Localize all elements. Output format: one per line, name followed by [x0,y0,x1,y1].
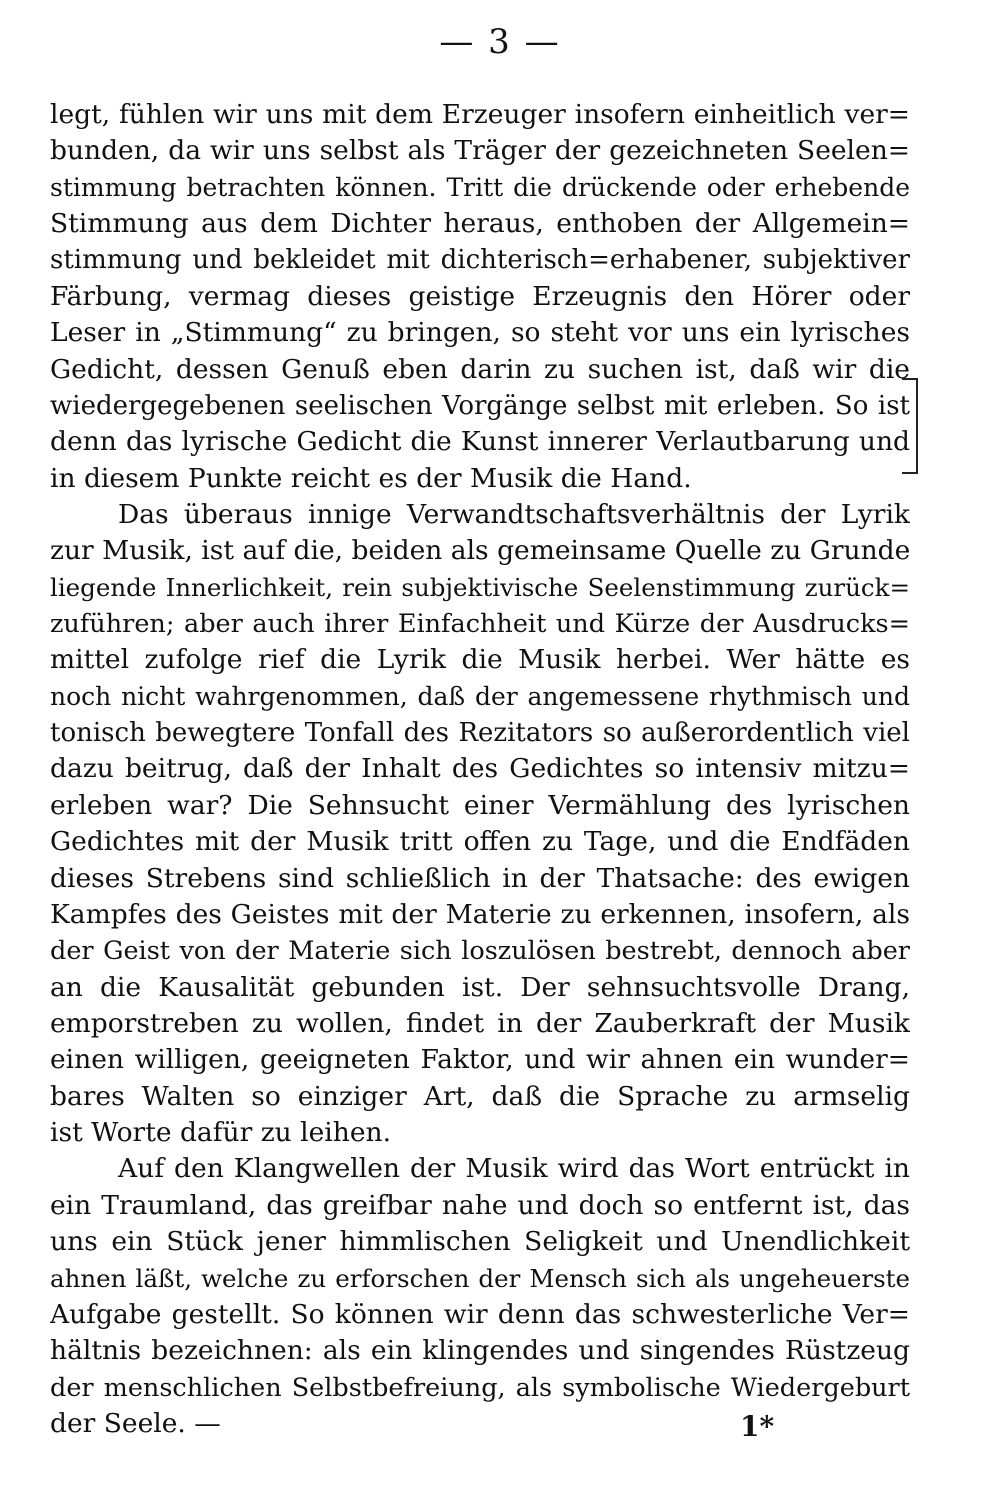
text-line: zuführen; aber auch ihrer Einfachheit und Kürze der Ausdrucks= [50,609,910,640]
text-line: denn das lyrische Gedicht die Kunst innerer Verlautbarung und [50,426,910,458]
text-line: wiedergegebenen seelischen Vorgänge selbst mit erleben. So ist [50,390,910,421]
text-line: tonisch bewegtere Tonfall des Rezitators so außerordentlich viel [50,718,910,749]
text-line: an die Kausalität gebunden ist. Der sehnsuchtsvolle Drang, [50,971,910,1003]
text-line: emporstreben zu wollen, findet in der Zauberkraft der Musik [50,1007,910,1039]
text-line: noch nicht wahrgenommen, daß der angemessene rhythmisch und [50,681,910,711]
text-line: zur Musik, ist auf die, beiden als gemeinsame Quelle zu Grunde [50,535,910,567]
text-line: stimmung betrachten können. Tritt die drückende oder erhebende [50,172,910,202]
text-line: Leser in „Stimmung“ zu bringen, so steht vor uns ein lyrisches [50,317,910,349]
page-number: — 3 — [439,22,561,62]
text-line: Gedicht, dessen Genuß eben darin zu suchen ist, daß wir die [50,353,910,385]
text-line: mittel zufolge rief die Lyrik die Musik herbei. Wer hätte es [50,644,910,676]
text-line: Stimmung aus dem Dichter heraus, enthoben der Allgemein= [50,208,910,240]
margin-bracket [902,378,918,474]
body-text [50,97,910,1442]
text-line: bunden, da wir uns selbst als Träger der gezeichneten Seelen= [50,135,910,167]
text-line: Aufgabe gestellt. So können wir denn das schwesterliche Ver= [50,1298,910,1330]
text-line: bares Walten so einziger Art, daß die Sprache zu armselig [50,1080,910,1112]
text-line: ahnen läßt, welche zu erforschen der Mensch sich als ungeheuerste [50,1263,910,1293]
text-line: dieses Strebens sind schließlich in der Thatsache: des ewigen [50,862,910,894]
text-line: Gedichtes mit der Musik tritt offen zu Tage, und die Endfäden [50,826,910,858]
text-line: liegende Innerlichkeit, rein subjektivische Seelenstimmung zurück= [50,572,910,602]
text-line: Färbung, vermag dieses geistige Erzeugnis den Hörer oder [50,280,910,312]
text-line: einen willigen, geeigneten Faktor, und wir ahnen ein wunder= [50,1044,910,1076]
text-line: Kampfes des Geistes mit der Materie zu erkennen, insofern, als [50,898,910,930]
text-line: ist Worte dafür zu leihen. [50,1117,392,1149]
text-line: in diesem Punkte reicht es der Musik die Hand. [50,462,692,494]
text-line: der Geist von der Materie sich loszulösen bestrebt, dennoch aber [50,936,910,967]
text-line: stimmung und bekleidet mit dichterisch=erhabener, subjektiver [50,245,910,276]
signature-mark: 1* [740,1410,775,1443]
text-line: ein Traumland, das greifbar nahe und doch so entfernt ist, das [50,1189,910,1221]
text-line: Auf den Klangwellen der Musik wird das Wort entrückt in [118,1153,910,1185]
text-line: hältnis bezeichnen: als ein klingendes und singendes Rüstzeug [50,1335,910,1367]
text-line: legt, fühlen wir uns mit dem Erzeuger insofern einheitlich ver= [50,99,910,130]
text-line: uns ein Stück jener himmlischen Seligkeit und Unendlichkeit [50,1226,910,1258]
text-line: der menschlichen Selbstbefreiung, als symbolische Wiedergeburt [50,1372,910,1403]
text-line: der Seele. — [50,1407,221,1439]
text-line: erleben war? Die Sehnsucht einer Vermählung des lyrischen [50,789,910,821]
text-line: Das überaus innige Verwandtschaftsverhältnis der Lyrik [118,498,910,530]
text-line: dazu beitrug, daß der Inhalt des Gedichtes so intensiv mitzu= [50,753,910,785]
